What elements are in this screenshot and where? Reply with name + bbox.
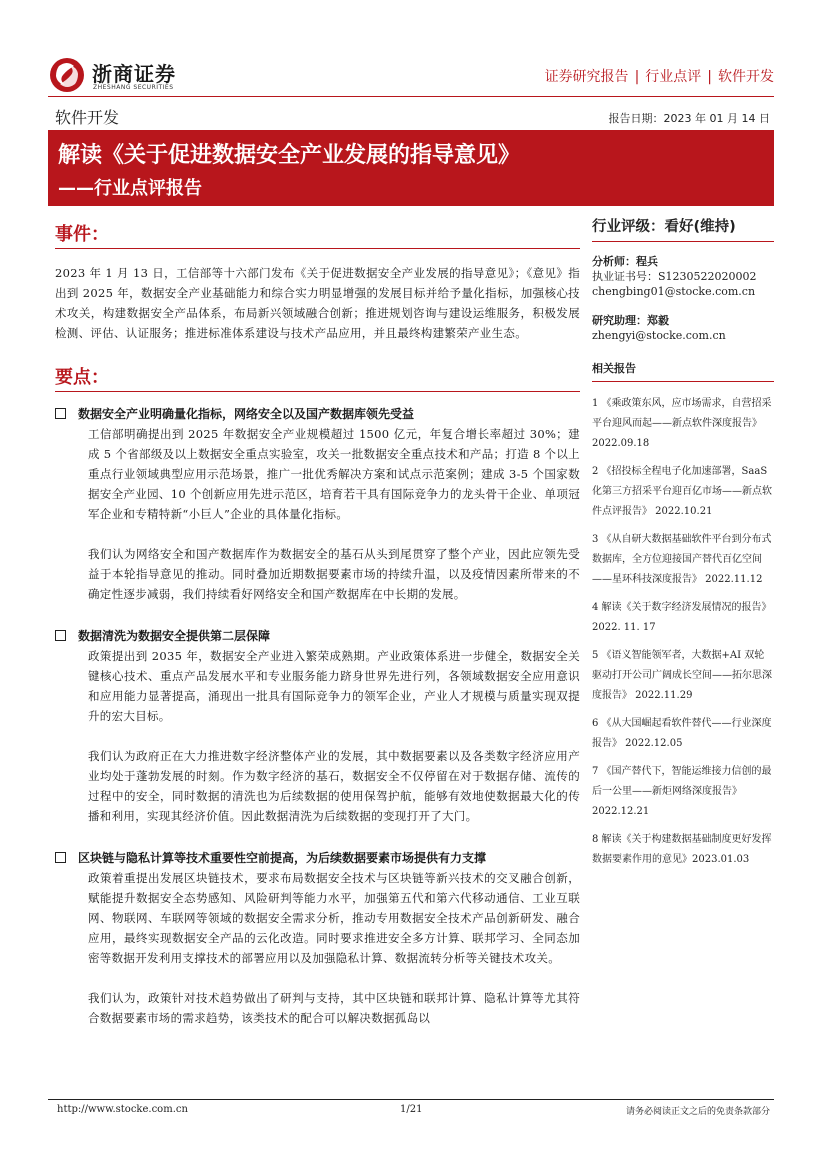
key-points-heading: 要点： — [55, 367, 109, 388]
industry-category: 软件开发 — [55, 108, 120, 127]
checkbox-bullet-icon — [55, 852, 66, 863]
analyst-info — [592, 254, 774, 299]
industry-rating: 行业评级：看好(维持) — [592, 219, 736, 235]
related-report-item[interactable]: 7 《国产替代下，智能运维接力信创的最后一公里——新炬网络深度报告》 2022.12.21 — [592, 766, 772, 817]
point-title: 数据清洗为数据安全提供第二层保障 — [78, 629, 271, 643]
zheshang-logo-icon — [48, 56, 86, 94]
point-2-paragraph-2: 我们认为政府正在大力推进数字经济整体产业的发展，其中数据要素以及各类数字经济应用产业均处于蓬勃发展的时刻。作为数字经济的基石，数据安全不仅停留在对于数据存储、流传的过程中的安全，同时数据的清洗也为后续数据的使用保驾护航，能够有效地使数据最大化的传播和利用，实现其经济价值。因此数据清洗为后续数据的变现打开了大门。 — [88, 749, 580, 823]
point-2-header — [55, 626, 580, 646]
nav-separator: | — [707, 69, 712, 85]
related-report-item[interactable]: 5 《语义智能领军者，大数据+AI 双轮驱动打开公司广阔成长空间——拓尔思深度报告》 2022.11.29 — [592, 650, 772, 701]
report-title: 解读《关于促进数据安全产业发展的指导意见》 — [58, 143, 521, 168]
related-report-item[interactable]: 6 《从大国崛起看软件替代——行业深度报告》 2022.12.05 — [592, 718, 772, 749]
section-divider — [55, 248, 580, 249]
logo-english-name: ZHESHANG SECURITIES — [93, 84, 174, 91]
point-2-paragraph-1: 政策提出到 2035 年，数据安全产业进入繁荣成熟期。产业政策体系进一步健全，数据安全关键核心技术、重点产品发展水平和专业服务能力跻身世界先进行列，各领域数据安全应用意识和应用能力显著提高，涌现出一批具有国际竞争力的领军企业，产业人才规模与质量实现双提升的宏大目标。 — [88, 649, 580, 723]
assistant-info — [592, 313, 774, 343]
nav-item-software: 软件开发 — [718, 69, 774, 85]
related-reports-list — [592, 394, 774, 870]
point-title: 区块链与隐私计算等技术重要性空前提高，为后续数据要素市场提供有力支撑 — [78, 851, 487, 865]
analyst-email[interactable]: chengbing01@stocke.com.cn — [592, 285, 756, 298]
event-text: 2023 年 1 月 13 日，工信部等十六部门发布《关于促进数据安全产业发展的指导意见》；《意见》指出到 2025 年，数据安全产业基础能力和综合实力明显增强的发展目标并给予量化指标，加强核心技术攻关，构建数据安全产品体系，布局新兴领域融合创新；推进规划咨询与建设运维服务，积极发展检测、评估、认证服务；推进标准体系建设与技术产品应用，并且最终构建繁荣产业生态。 — [55, 266, 580, 340]
assistant-email[interactable]: zhengyi@stocke.com.cn — [592, 329, 726, 342]
point-3-paragraph-2: 我们认为，政策针对技术趋势做出了研判与支持，其中区块链和联邦计算、隐私计算等尤其符合数据要素市场的需求趋势，该类技术的配合可以解决数据孤岛以 — [88, 991, 580, 1025]
related-report-item[interactable]: 8 解读《关于构建数据基础制度更好发挥数据要素作用的意见》2023.01.03 — [592, 834, 772, 865]
analyst-certificate: 执业证书号：S1230522020002 — [592, 270, 757, 283]
footer-url[interactable]: http://www.stocke.com.cn — [57, 1104, 188, 1115]
point-3-header — [55, 848, 580, 868]
nav-item-industry-comment: 行业点评 — [645, 69, 702, 85]
footer-disclaimer: 请务必阅读正文之后的免责条款部分 — [625, 1107, 770, 1117]
header-divider — [48, 96, 774, 97]
logo-chinese-name: 浙商证券 — [92, 62, 176, 86]
sidebar — [592, 213, 774, 870]
point-1-paragraph-2: 我们认为网络安全和国产数据库作为数据安全的基石从头到尾贯穿了整个产业，因此应领先受益于本轮指导意见的推动。同时叠加近期数据要素市场的持续升温，以及疫情因素所带来的不确定性逐步减弱，我们持续看好网络安全和国产数据库在中长期的发展。 — [88, 547, 580, 601]
main-content — [55, 220, 580, 1028]
company-logo — [48, 56, 188, 96]
footer-divider — [48, 1099, 774, 1100]
related-report-item[interactable]: 1 《乘政策东风，应市场需求，自营招采平台迎风而起——新点软件深度报告》 2022.09.18 — [592, 398, 772, 449]
nav-separator: | — [634, 69, 640, 85]
title-banner — [48, 130, 774, 206]
point-title: 数据安全产业明确量化指标，网络安全以及国产数据库领先受益 — [78, 407, 415, 421]
sidebar-divider — [592, 241, 774, 242]
report-type-nav — [545, 66, 774, 86]
page-number: 1/21 — [400, 1104, 423, 1115]
related-report-item[interactable]: 2 《招投标全程电子化加速部署，SaaS 化第三方招采平台迎百亿市场——新点软件点评报告》 2022.10.21 — [592, 466, 772, 517]
related-reports-heading: 相关报告 — [592, 362, 636, 375]
sidebar-divider — [592, 381, 774, 382]
related-report-item[interactable]: 3 《从自研大数据基础软件平台到分布式数据库，全方位迎接国产替代百亿空间——星环科技深度报告》 2022.11.12 — [592, 534, 772, 585]
point-3-paragraph-1: 政策着重提出发展区块链技术，要求布局数据安全技术与区块链等新兴技术的交叉融合创新，赋能提升数据安全态势感知、风险研判等能力水平，加强第五代和第六代移动通信、工业互联网、物联网、车联网等领域的数据安全需求分析，推动专用数据安全技术产品创新研发、融合应用，最终实现数据安全产品的云化改造。同时要求推进安全多方计算、联邦学习、全同态加密等数据开发利用支撑技术的部署应用以及加强隐私计算、数据流转分析等关键技术攻关。 — [88, 871, 580, 965]
point-1-paragraph-1: 工信部明确提出到 2025 年数据安全产业规模超过 1500 亿元，年复合增长率超过 30%；建成 5 个省部级及以上数据安全重点实验室，攻关一批数据安全重点技术和产品；打造 8 个以上重点行业领域典型应用示范场景，推广一批优秀解决方案和试点示范案例；建成 3-5 个国家数据安全产业园、10 个创新应用先进示范区，培育若干具有国际竞争力的龙头骨干企业、单项冠军企业和专精特新“小巨人”企业的具体量化指标。 — [88, 427, 580, 521]
checkbox-bullet-icon — [55, 630, 66, 641]
report-subtitle: ——行业点评报告 — [58, 178, 202, 199]
report-date: 报告日期：2023 年 01 月 14 日 — [608, 112, 770, 125]
checkbox-bullet-icon — [55, 408, 66, 419]
nav-item-research: 证券研究报告 — [544, 69, 629, 85]
related-report-item[interactable]: 4 解读《关于数字经济发展情况的报告》2022. 11. 17 — [592, 602, 772, 633]
event-heading: 事件： — [55, 224, 109, 245]
analyst-name: 分析师：程兵 — [592, 255, 658, 268]
point-1-header — [55, 404, 580, 424]
section-divider — [55, 391, 580, 392]
assistant-name: 研究助理：郑毅 — [592, 314, 669, 327]
